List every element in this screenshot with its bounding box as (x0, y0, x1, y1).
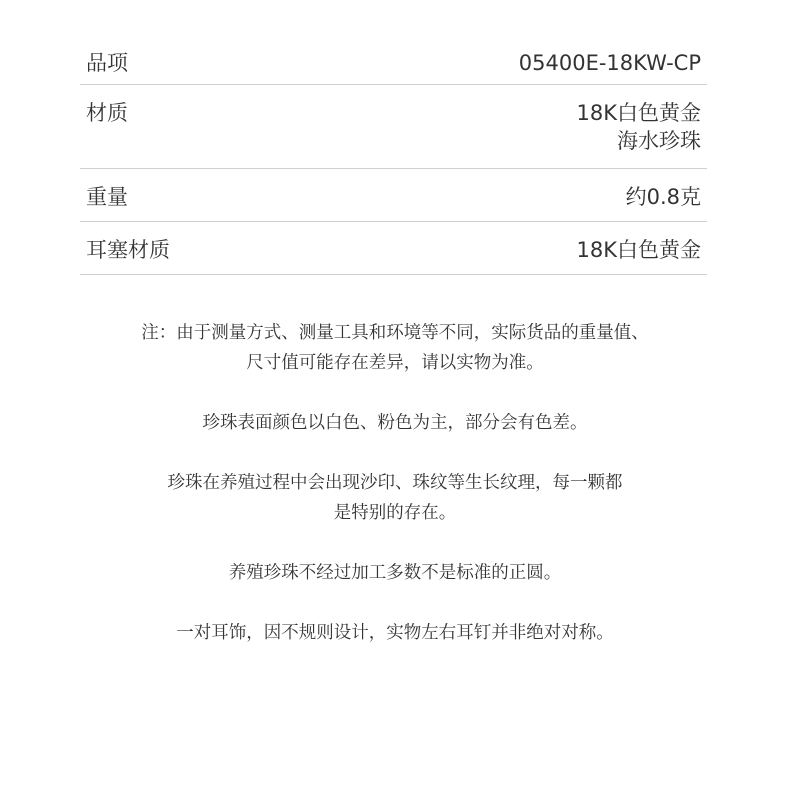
note-line: 珍珠表面颜色以白色、粉色为主，部分会有色差。 (202, 413, 588, 433)
spec-label-weight: 重量 (86, 185, 128, 209)
note-texture (0, 468, 790, 528)
note-line: 珍珠在养殖过程中会出现沙印、珠纹等生长纹理，每一颗都 (167, 473, 623, 493)
note-symmetry (0, 618, 790, 648)
spec-value-material (577, 99, 702, 155)
note-shape (0, 558, 790, 588)
note-measurement (0, 318, 790, 378)
spec-row-material (80, 85, 707, 169)
spec-row-earback (80, 222, 707, 275)
note-line: 养殖珍珠不经过加工多数不是标准的正圆。 (228, 563, 562, 583)
spec-value-material-metal: 18K白色黄金 (576, 101, 701, 125)
spec-label-earback: 耳塞材质 (86, 238, 170, 262)
spec-label-item: 品项 (86, 51, 128, 75)
spec-row-weight (80, 169, 707, 222)
spec-table (80, 36, 707, 275)
spec-label-material: 材质 (86, 101, 128, 125)
spec-value-material-pearl: 海水珍珠 (617, 129, 701, 153)
note-color (0, 408, 790, 438)
notes-section (0, 318, 790, 678)
spec-value-item: 05400E-18KW-CP (518, 51, 701, 75)
note-line: 尺寸值可能存在差异，请以实物为准。 (246, 353, 544, 373)
note-line: 一对耳饰，因不规则设计，实物左右耳钉并非绝对对称。 (176, 623, 614, 643)
note-line: 是特别的存在。 (333, 503, 457, 523)
spec-value-weight: 约0.8克 (625, 185, 701, 209)
note-line: 注：由于测量方式、测量工具和环境等不同，实际货品的重量值、 (141, 323, 649, 343)
spec-value-earback: 18K白色黄金 (576, 238, 701, 262)
spec-row-item (80, 36, 707, 85)
